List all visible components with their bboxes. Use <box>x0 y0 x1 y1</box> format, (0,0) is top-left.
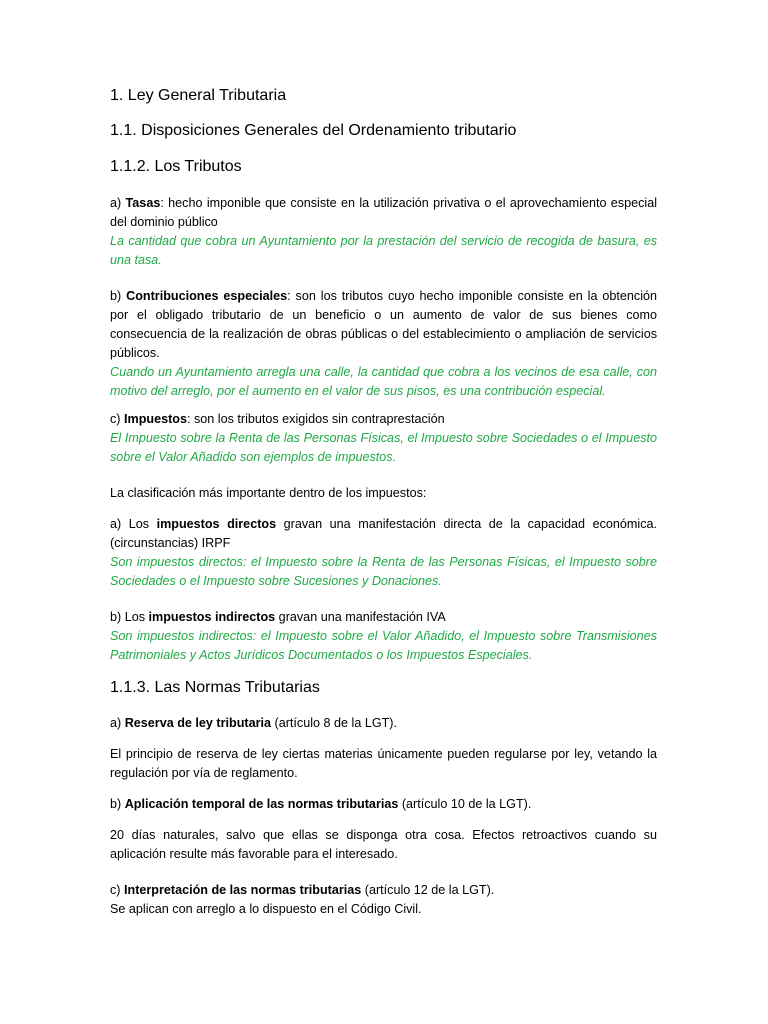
reference-interpretacion: (artículo 12 de la LGT). <box>361 883 495 897</box>
example-tasas: La cantidad que cobra un Ayuntamiento por la prestación del servicio de recogida de basura, es una tasa. <box>110 234 657 267</box>
spacer <box>110 401 657 410</box>
body-reserva-ley: El principio de reserva de ley ciertas materias únicamente pueden regularse por ley, vetando la regulación por vía de reglamento. <box>110 747 657 780</box>
term-reserva-ley: Reserva de ley tributaria <box>124 716 272 730</box>
heading-disposiciones-generales: 1.1. Disposiciones Generales del Ordenamiento tributario <box>110 122 517 139</box>
term-aplicacion-temporal: Aplicación temporal de las normas tributarias <box>124 797 399 811</box>
body-aplicacion-temporal: 20 días naturales, salvo que ellas se disponga otra cosa. Efectos retroactivos cuando su aplicación resulte más favorable para el interesado. <box>110 828 657 861</box>
definition-contribuciones: : son los tributos cuyo hecho imponible consiste en la obtención por el obligado tributario de un beneficio o un aumento de valor de sus bienes como consecuencia de la realización de obras públicas o del establecimiento o ampliación de servicios públicos. <box>110 289 657 360</box>
paragraph-reserva-ley <box>110 714 657 733</box>
paragraph-aplicacion-temporal <box>110 795 657 814</box>
spacer <box>110 864 657 881</box>
example-impuestos: El Impuesto sobre la Renta de las Personas Físicas, el Impuesto sobre Sociedades o el Impuesto sobre el Valor Añadido son ejemplos de impuestos. <box>110 431 657 464</box>
term-interpretacion: Interpretación de las normas tributarias <box>124 883 362 897</box>
heading-ley-general-tributaria: 1. Ley General Tributaria <box>110 87 287 104</box>
spacer <box>110 733 657 745</box>
reference-aplicacion-temporal: (artículo 10 de la LGT). <box>398 797 532 811</box>
definition-impuestos: : son los tributos exigidos sin contraprestación <box>186 412 445 426</box>
reference-reserva-ley: (artículo 8 de la LGT). <box>271 716 398 730</box>
paragraph-contribuciones <box>110 287 657 363</box>
paragraph-clasificacion: La clasificación más importante dentro de los impuestos: <box>110 486 427 500</box>
paragraph-interpretacion <box>110 881 657 900</box>
spacer <box>110 814 657 826</box>
spacer <box>110 503 657 515</box>
item-prefix: a) <box>110 196 126 210</box>
spacer <box>110 467 657 484</box>
item-prefix: c) <box>110 883 124 897</box>
heading-normas-tributarias: 1.1.3. Las Normas Tributarias <box>110 679 320 696</box>
spacer <box>110 591 657 608</box>
paragraph-impuestos-directos <box>110 515 657 553</box>
document-page <box>110 86 657 919</box>
term-impuestos-directos: impuestos directos <box>156 517 277 531</box>
paragraph-impuestos-indirectos <box>110 608 657 627</box>
term-impuestos: Impuestos <box>124 412 187 426</box>
spacer <box>110 270 657 287</box>
definition-impuestos-directos: gravan una manifestación directa de la capacidad económica. (circunstancias) IRPF <box>110 517 657 550</box>
item-prefix: b) Los <box>110 610 149 624</box>
example-contribuciones: Cuando un Ayuntamiento arregla una calle, la cantidad que cobra a los vecinos de esa calle, con motivo del arreglo, por el aumento en el valor de sus pisos, es una contribución especial. <box>110 365 657 398</box>
item-prefix: a) <box>110 716 125 730</box>
paragraph-tasas <box>110 194 657 232</box>
paragraph-impuestos <box>110 410 657 429</box>
spacer <box>110 665 657 678</box>
example-impuestos-directos: Son impuestos directos: el Impuesto sobre la Renta de las Personas Físicas, el Impuesto sobre Sociedades o el Impuesto sobre Sucesiones y Donaciones. <box>110 555 657 588</box>
term-impuestos-indirectos: impuestos indirectos <box>148 610 276 624</box>
term-tasas: Tasas <box>125 196 161 210</box>
item-prefix: b) <box>110 797 125 811</box>
term-contribuciones: Contribuciones especiales <box>126 289 288 303</box>
item-prefix: b) <box>110 289 127 303</box>
heading-los-tributos: 1.1.2. Los Tributos <box>110 158 242 175</box>
item-prefix: a) Los <box>110 517 157 531</box>
definition-tasas: : hecho imponible que consiste en la utilización privativa o el aprovechamiento especial del dominio público <box>110 196 657 229</box>
item-prefix: c) <box>110 412 124 426</box>
spacer <box>110 783 657 795</box>
example-impuestos-indirectos: Son impuestos indirectos: el Impuesto sobre el Valor Añadido, el Impuesto sobre Transmisiones Patrimoniales y Actos Jurídicos Documentados o los Impuestos Especiales. <box>110 629 657 662</box>
definition-impuestos-indirectos: gravan una manifestación IVA <box>275 610 446 624</box>
body-interpretacion: Se aplican con arreglo a lo dispuesto en el Código Civil. <box>110 902 422 916</box>
